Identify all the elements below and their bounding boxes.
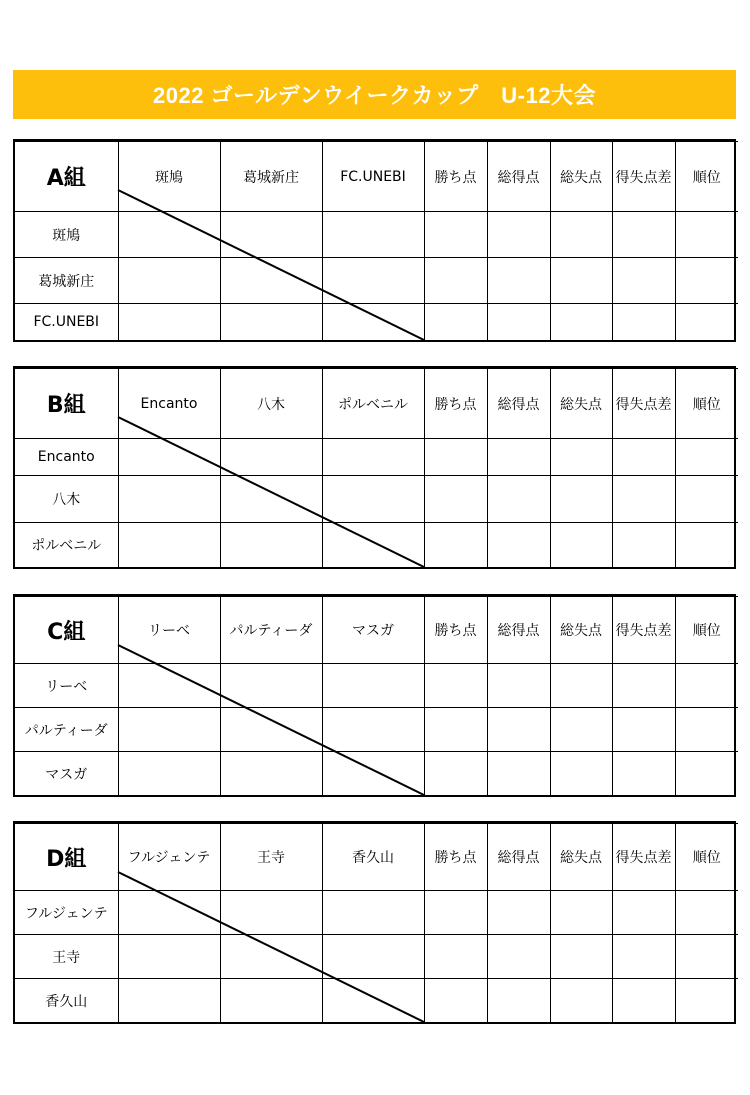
stat-cell bbox=[424, 476, 487, 522]
group-name: A組 bbox=[15, 142, 118, 212]
stat-cell bbox=[675, 304, 738, 340]
match-cell bbox=[322, 258, 424, 304]
stat-cell bbox=[424, 439, 487, 476]
stat-cell bbox=[612, 439, 675, 476]
opponent-header: 斑鳩 bbox=[118, 142, 220, 212]
stat-cell bbox=[675, 212, 738, 258]
stat-header: 総得点 bbox=[487, 824, 550, 891]
match-cell bbox=[118, 752, 220, 795]
stat-cell bbox=[424, 752, 487, 795]
match-cell bbox=[118, 522, 220, 567]
team-name: Encanto bbox=[15, 439, 118, 476]
stat-header: 勝ち点 bbox=[424, 824, 487, 891]
stat-cell bbox=[424, 212, 487, 258]
stat-cell bbox=[487, 522, 550, 567]
stat-cell bbox=[675, 752, 738, 795]
opponent-header: 八木 bbox=[220, 369, 322, 439]
match-cell bbox=[220, 891, 322, 935]
stat-cell bbox=[612, 752, 675, 795]
stat-cell bbox=[675, 476, 738, 522]
group-name: B組 bbox=[15, 369, 118, 439]
stat-header: 総失点 bbox=[550, 597, 612, 664]
stat-cell bbox=[424, 979, 487, 1022]
team-row bbox=[15, 752, 738, 795]
stat-cell bbox=[550, 664, 612, 708]
stat-cell bbox=[424, 891, 487, 935]
stat-header: 勝ち点 bbox=[424, 369, 487, 439]
stat-cell bbox=[487, 476, 550, 522]
team-row bbox=[15, 522, 738, 567]
stat-cell bbox=[487, 439, 550, 476]
match-cell bbox=[322, 935, 424, 979]
team-name: 王寺 bbox=[15, 935, 118, 979]
match-cell bbox=[118, 891, 220, 935]
match-cell bbox=[220, 476, 322, 522]
stat-cell bbox=[612, 522, 675, 567]
opponent-header: 葛城新庄 bbox=[220, 142, 322, 212]
match-cell bbox=[118, 304, 220, 340]
header-row bbox=[15, 369, 738, 439]
stat-cell bbox=[550, 708, 612, 752]
match-cell bbox=[322, 304, 424, 340]
stat-cell bbox=[424, 708, 487, 752]
team-row bbox=[15, 439, 738, 476]
stat-cell bbox=[675, 439, 738, 476]
stat-cell bbox=[550, 891, 612, 935]
match-cell bbox=[322, 439, 424, 476]
team-row bbox=[15, 979, 738, 1022]
group-name: D組 bbox=[15, 824, 118, 891]
opponent-header: パルティーダ bbox=[220, 597, 322, 664]
match-cell bbox=[118, 476, 220, 522]
match-cell bbox=[118, 258, 220, 304]
group-table-b bbox=[13, 366, 736, 569]
stat-cell bbox=[612, 708, 675, 752]
team-name: ポルベニル bbox=[15, 522, 118, 567]
stat-header: 総失点 bbox=[550, 369, 612, 439]
group-table-d bbox=[13, 821, 736, 1024]
stat-cell bbox=[424, 935, 487, 979]
match-cell bbox=[220, 935, 322, 979]
stat-cell bbox=[612, 935, 675, 979]
stat-header: 順位 bbox=[675, 142, 738, 212]
match-cell bbox=[118, 212, 220, 258]
opponent-header: 香久山 bbox=[322, 824, 424, 891]
stat-cell bbox=[424, 304, 487, 340]
stat-cell bbox=[487, 258, 550, 304]
match-cell bbox=[220, 752, 322, 795]
stat-cell bbox=[612, 258, 675, 304]
opponent-header: 王寺 bbox=[220, 824, 322, 891]
stat-cell bbox=[487, 664, 550, 708]
match-cell bbox=[220, 708, 322, 752]
match-cell bbox=[322, 522, 424, 567]
stat-cell bbox=[487, 212, 550, 258]
stat-header: 順位 bbox=[675, 597, 738, 664]
stat-cell bbox=[550, 304, 612, 340]
stat-cell bbox=[612, 979, 675, 1022]
stat-cell bbox=[487, 708, 550, 752]
group-name: C組 bbox=[15, 597, 118, 664]
opponent-header: Encanto bbox=[118, 369, 220, 439]
header-row bbox=[15, 142, 738, 212]
match-cell bbox=[322, 891, 424, 935]
stat-cell bbox=[550, 979, 612, 1022]
stat-cell bbox=[424, 258, 487, 304]
match-cell bbox=[220, 664, 322, 708]
team-row bbox=[15, 935, 738, 979]
stat-cell bbox=[487, 752, 550, 795]
stat-header: 総得点 bbox=[487, 142, 550, 212]
opponent-header: ポルベニル bbox=[322, 369, 424, 439]
title-banner bbox=[13, 70, 736, 119]
stat-header: 順位 bbox=[675, 824, 738, 891]
match-cell bbox=[322, 708, 424, 752]
match-cell bbox=[118, 439, 220, 476]
team-name: 八木 bbox=[15, 476, 118, 522]
stat-cell bbox=[612, 664, 675, 708]
match-cell bbox=[322, 212, 424, 258]
stat-cell bbox=[675, 664, 738, 708]
stat-cell bbox=[612, 304, 675, 340]
match-cell bbox=[322, 979, 424, 1022]
stat-cell bbox=[487, 979, 550, 1022]
opponent-header: FC.UNEBI bbox=[322, 142, 424, 212]
match-cell bbox=[220, 979, 322, 1022]
team-row bbox=[15, 304, 738, 340]
opponent-header: リーベ bbox=[118, 597, 220, 664]
stat-header: 勝ち点 bbox=[424, 142, 487, 212]
stat-cell bbox=[675, 891, 738, 935]
stat-cell bbox=[550, 212, 612, 258]
team-name: リーベ bbox=[15, 664, 118, 708]
stat-header: 順位 bbox=[675, 369, 738, 439]
group-table-a bbox=[13, 139, 736, 342]
stat-header: 総失点 bbox=[550, 142, 612, 212]
match-cell bbox=[322, 476, 424, 522]
team-row bbox=[15, 258, 738, 304]
team-name: マスガ bbox=[15, 752, 118, 795]
team-name: パルティーダ bbox=[15, 708, 118, 752]
stat-cell bbox=[487, 935, 550, 979]
stat-cell bbox=[550, 522, 612, 567]
match-cell bbox=[220, 522, 322, 567]
stat-header: 勝ち点 bbox=[424, 597, 487, 664]
stat-cell bbox=[612, 476, 675, 522]
opponent-header: マスガ bbox=[322, 597, 424, 664]
stat-cell bbox=[675, 258, 738, 304]
match-cell bbox=[118, 935, 220, 979]
team-name: フルジェンテ bbox=[15, 891, 118, 935]
stat-cell bbox=[550, 439, 612, 476]
team-name: FC.UNEBI bbox=[15, 304, 118, 340]
match-cell bbox=[118, 708, 220, 752]
opponent-header: フルジェンテ bbox=[118, 824, 220, 891]
stat-cell bbox=[612, 891, 675, 935]
stat-cell bbox=[612, 212, 675, 258]
match-cell bbox=[220, 439, 322, 476]
match-cell bbox=[322, 664, 424, 708]
stat-cell bbox=[675, 979, 738, 1022]
stat-cell bbox=[550, 476, 612, 522]
stat-cell bbox=[675, 708, 738, 752]
stat-header: 得失点差 bbox=[612, 824, 675, 891]
match-cell bbox=[220, 212, 322, 258]
stat-cell bbox=[550, 935, 612, 979]
page-title: 2022 ゴールデンウイークカップ U-12大会 bbox=[153, 83, 596, 108]
stat-header: 総失点 bbox=[550, 824, 612, 891]
team-row bbox=[15, 476, 738, 522]
stat-cell bbox=[487, 304, 550, 340]
stat-cell bbox=[424, 664, 487, 708]
stat-cell bbox=[550, 752, 612, 795]
header-row bbox=[15, 597, 738, 664]
stat-header: 得失点差 bbox=[612, 142, 675, 212]
stat-header: 得失点差 bbox=[612, 369, 675, 439]
stat-header: 得失点差 bbox=[612, 597, 675, 664]
stat-cell bbox=[487, 891, 550, 935]
team-name: 香久山 bbox=[15, 979, 118, 1022]
match-cell bbox=[118, 664, 220, 708]
team-row bbox=[15, 891, 738, 935]
match-cell bbox=[220, 258, 322, 304]
match-cell bbox=[220, 304, 322, 340]
stat-cell bbox=[675, 935, 738, 979]
stat-cell bbox=[424, 522, 487, 567]
match-cell bbox=[118, 979, 220, 1022]
match-cell bbox=[322, 752, 424, 795]
team-name: 斑鳩 bbox=[15, 212, 118, 258]
team-row bbox=[15, 664, 738, 708]
header-row bbox=[15, 824, 738, 891]
stat-header: 総得点 bbox=[487, 597, 550, 664]
group-table-c bbox=[13, 594, 736, 797]
team-name: 葛城新庄 bbox=[15, 258, 118, 304]
team-row bbox=[15, 212, 738, 258]
stat-cell bbox=[675, 522, 738, 567]
team-row bbox=[15, 708, 738, 752]
stat-cell bbox=[550, 258, 612, 304]
stat-header: 総得点 bbox=[487, 369, 550, 439]
